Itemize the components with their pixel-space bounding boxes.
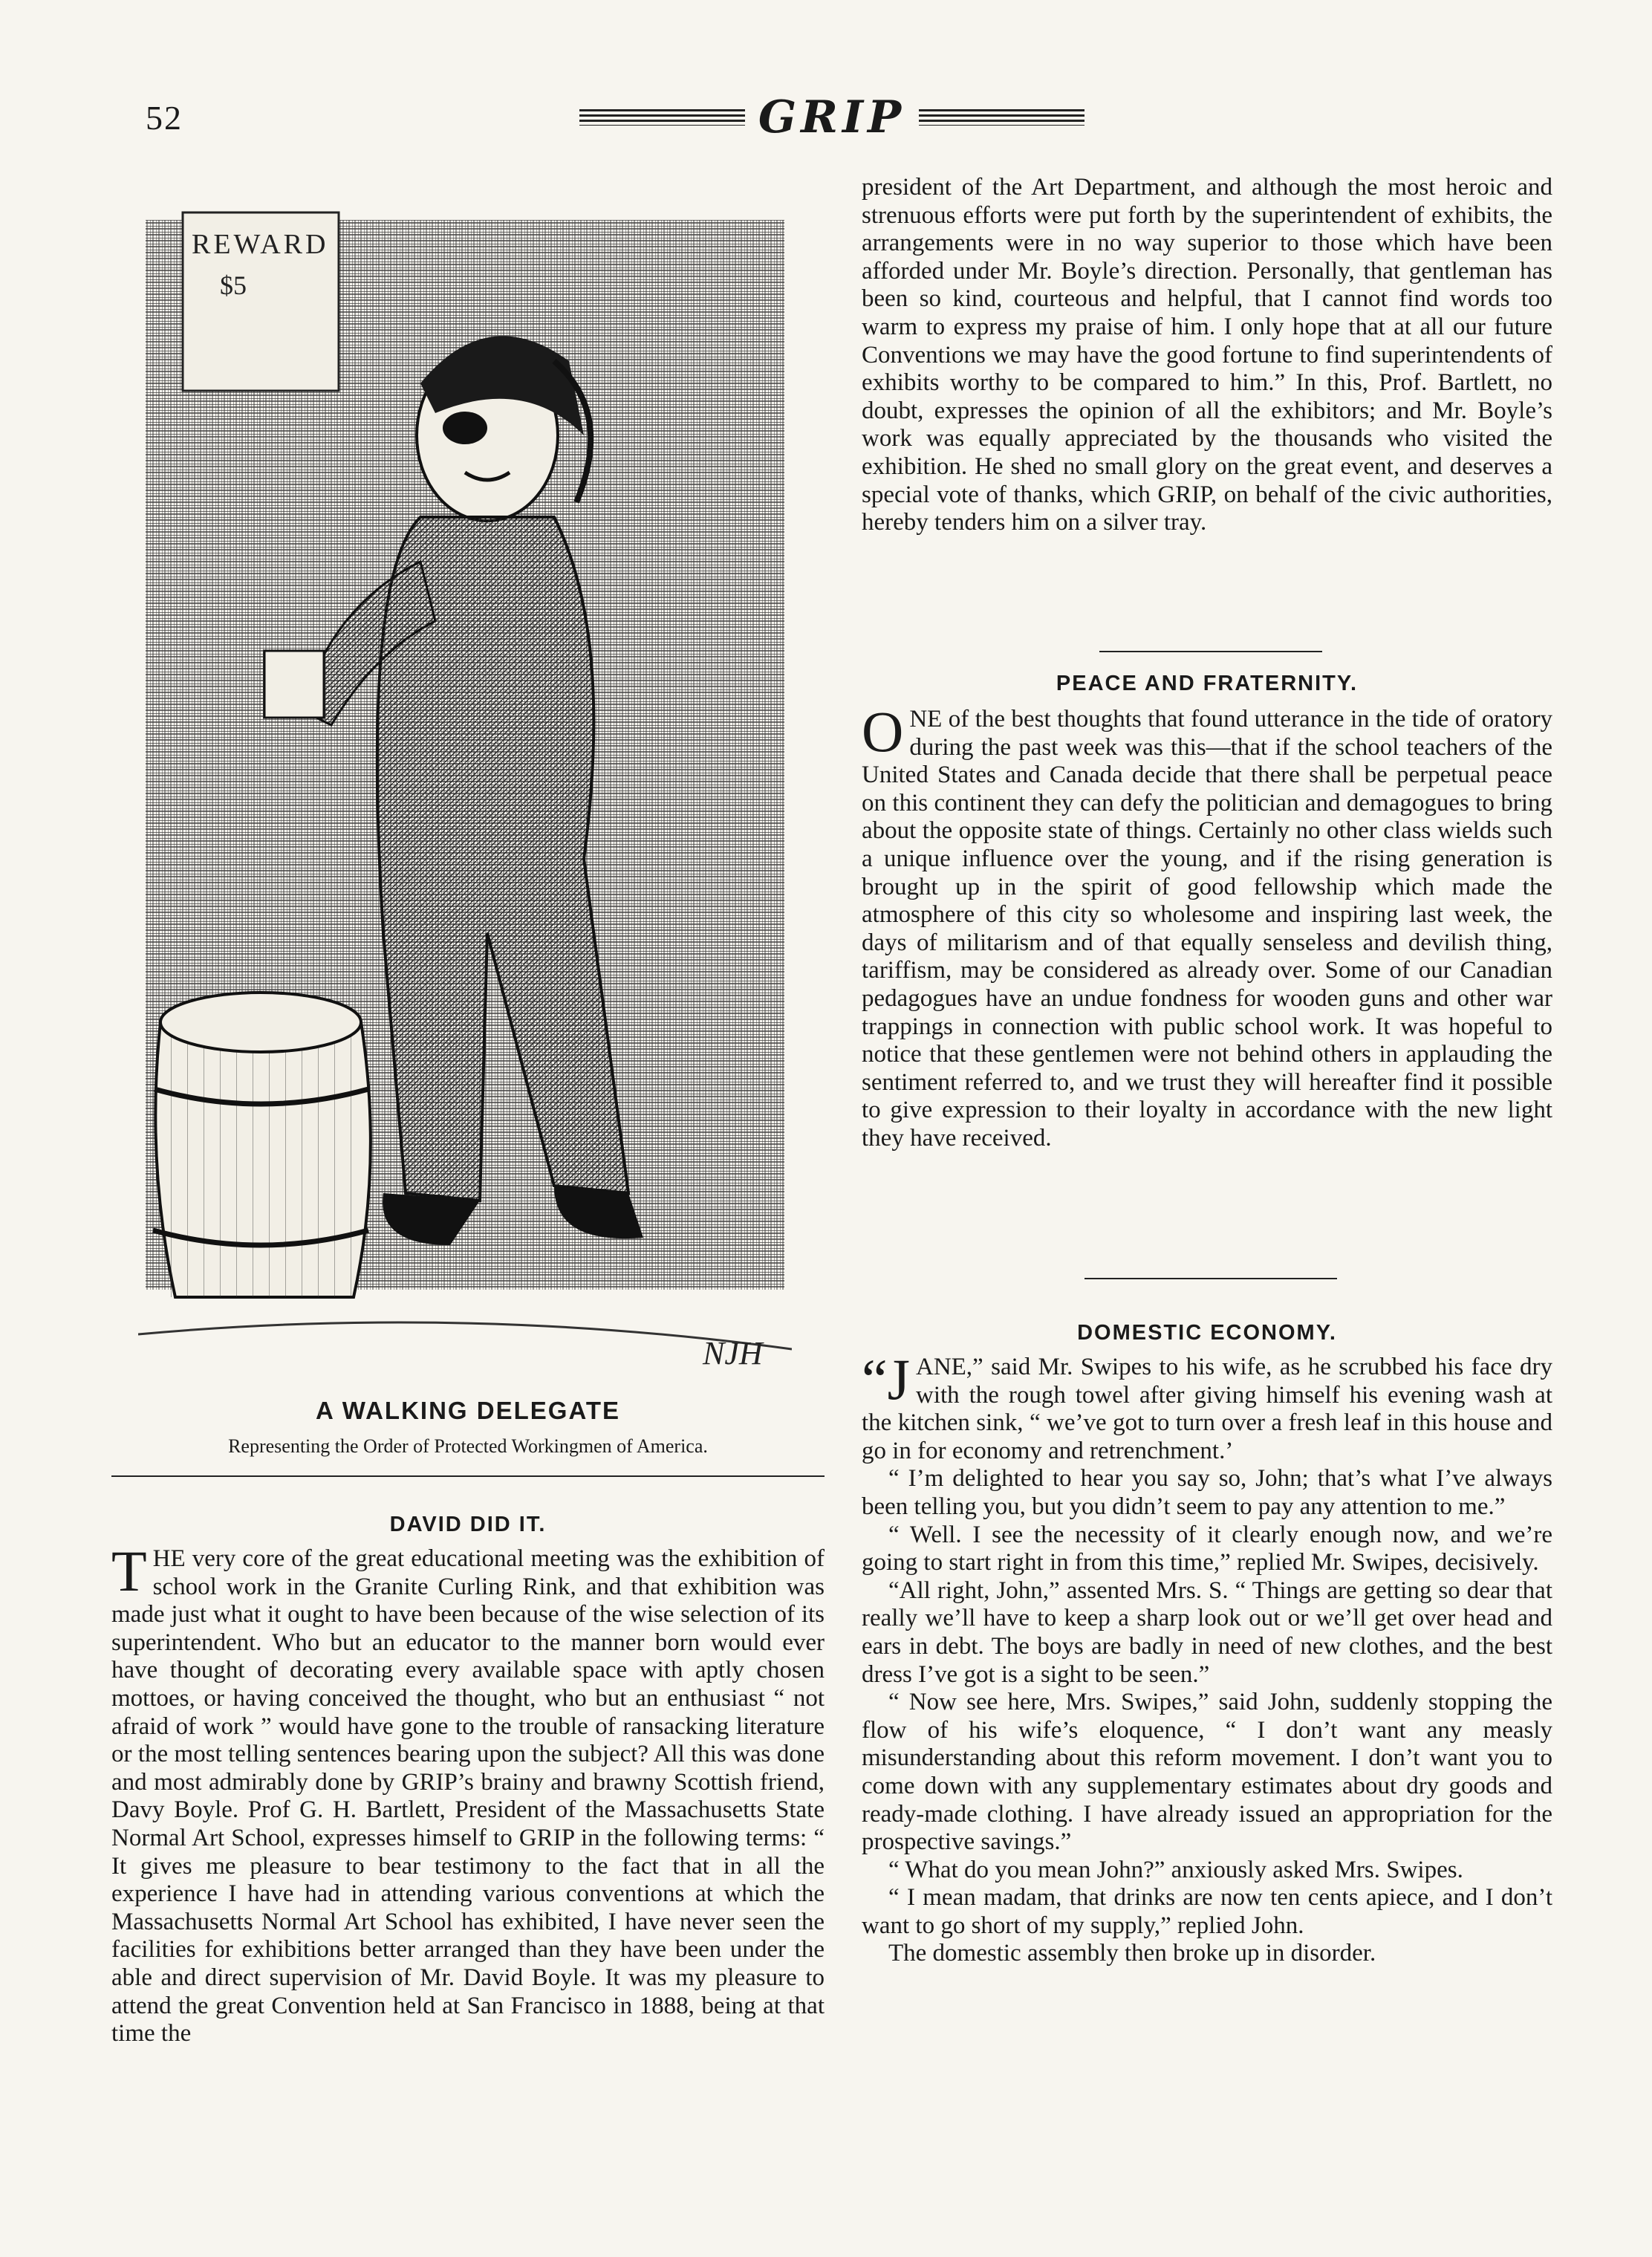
article-paragraph: “JANE,” said Mr. Swipes to his wife, as he scrubbed his face dry with the rough towel after giving himself his evening wash at the kitchen sink, “ we’ve got to turn over a fresh leaf in this house and go in for economy and retrenchment.’ (862, 1347, 1552, 1464)
article-paragraph: “ I’m delighted to hear you say so, John; that’s what I’ve always been telling you, but you didn’t seem to pay any attention to me.” (862, 1465, 1552, 1520)
article-paragraph: “ Now see here, Mrs. Swipes,” said John, suddenly stopping the flow of his wife’s eloquence, “ I don’t want any measly misunderstanding about this reform movement. I don’t want you to come down with any supplementary estimates about dry goods and ready-made clothing. I have already issued an appropriation for the prospective savings.” (862, 1689, 1552, 1856)
article-paragraph: THE very core of the great educational meeting was the exhibition of school work in the Granite Curling Rink, and that exhibition was made just what it ought to have been because of the wise selection of its superintendent. Who but an educator to the manner born would ever have thought of decorating every available space with aptly chosen mottoes, or having conceived the thought, who but an enthusiast “ not afraid of work ” would have gone to the trouble of ransacking literature or the most telling sentences bearing upon the subject? All this was done and most admirably done by GRIP’s brainy and brawny Scottish friend, Davy Boyle. Prof G. H. Bartlett, President of the Massachusetts State Normal Art School, expresses himself to GRIP in the following terms: “ It gives me pleasure to bear testimony to the fact that in all the experience I have had in attending various conventions at which the Massachusetts Normal Art School has exhibited, I have never seen the facilities for exhibitions better arranged than they have been under the able and direct supervision of Mr. David Boyle. It was my pleasure to attend the great Convention held at San Francisco in 1888, being at that time the (111, 1539, 825, 2047)
masthead (579, 88, 1084, 147)
article-paragraph: “All right, John,” assented Mrs. S. “ Things are getting so dear that really we’ll have to keep a sharp look out or we’ll get over head and ears in debt. The boys are badly in need of new clothes, and the best dress I’ve got is a sight to be seen.” (862, 1576, 1552, 1688)
artist-signature: NJH (703, 1335, 763, 1371)
masthead-title: GRIP (758, 91, 906, 143)
caption-title: A WALKING DELEGATE (316, 1397, 620, 1424)
heading-domestic-economy: DOMESTIC ECONOMY. (1077, 1321, 1337, 1345)
article-paragraph: ONE of the best thoughts that found utterance in the tide of oratory during the past week was this—that if the school teachers of the United States and Canada decide that there shall be perpetual peace on this continent they can defy the politician and demagogues to bring about the opposite state of things. Certainly no other class wields such a unique influence over the young, and if the rising generation is brought up in the spirit of good fellowship which made the atmosphere of this city so wholesome and inspiring last week, the days of militarism and of that equally senseless and devilish thing, tariffism, may be considered as already over. Some of our Canadian pedagogues have an undue fondness for wooden guns and other war trappings in connection with public school work. It was hopeful to notice that these gentlemen were not behind others in applauding the sentiment referred to, and we trust they will hereafter find it possible to give expression to their loyalty in accordance with the new light they have received. (862, 699, 1552, 1152)
reward-sign-text: REWARD (192, 229, 329, 260)
illustration-walking-delegate (138, 190, 792, 1386)
article-paragraph: The domestic assembly then broke up in disorder. (888, 1940, 1376, 1967)
article-david-did-it (111, 1539, 825, 2048)
article-peace-and-fraternity (862, 699, 1552, 1153)
article-paragraph: “ I mean madam, that drinks are now ten cents apiece, and I don’t want to go short of my supply,” replied John. (862, 1884, 1552, 1939)
article-paragraph: “ Well. I see the necessity of it clearly enough now, and we’re going to start right in from this time,” replied Mr. Swipes, decisively. (862, 1521, 1552, 1576)
masthead-rule-right (919, 109, 1084, 126)
drop-cap: T (111, 1539, 147, 1603)
heading-david-did-it: DAVID DID IT. (389, 1513, 547, 1536)
drop-cap: “J (862, 1347, 910, 1412)
article-paragraph: “ What do you mean John?” anxiously asked Mrs. Swipes. (888, 1856, 1463, 1883)
article-david-continued (862, 174, 1552, 537)
heading-peace-and-fraternity: PEACE AND FRATERNITY. (1056, 672, 1359, 695)
caption-subtitle: Representing the Order of Protected Workingmen of America. (228, 1435, 708, 1457)
drop-cap: O (862, 699, 904, 764)
article-divider (1099, 651, 1322, 652)
masthead-rule-left (579, 109, 745, 126)
article-paragraph: president of the Art Department, and although the most heroic and strenuous efforts were put forth by the superintendent of exhibits, the arrangements were in no way superior to those which have been afforded under Mr. Boyle’s direction. Personally, that gentleman has been so kind, courteous and helpful, that I cannot find words too warm to express my praise of him. I only hope that at all our future Conventions we may have the good fortune to find superintendents of exhibits worthy to be compared to him.” In this, Prof. Bartlett, no doubt, expresses the opinion of all the exhibitors; and Mr. Boyle’s work was equally appreciated by the thousands who visited the exhibition. He shed no small glory on the great event, and deserves a special vote of thanks, which GRIP, on behalf of the civic authorities, hereby tenders him on a silver tray. (862, 174, 1552, 536)
reward-sign-subtext: $5 (220, 270, 247, 300)
article-domestic-economy (862, 1347, 1552, 1968)
barrel (153, 993, 371, 1297)
page-number: 52 (146, 99, 183, 137)
article-divider (1084, 1278, 1337, 1279)
caption-divider (111, 1475, 825, 1477)
